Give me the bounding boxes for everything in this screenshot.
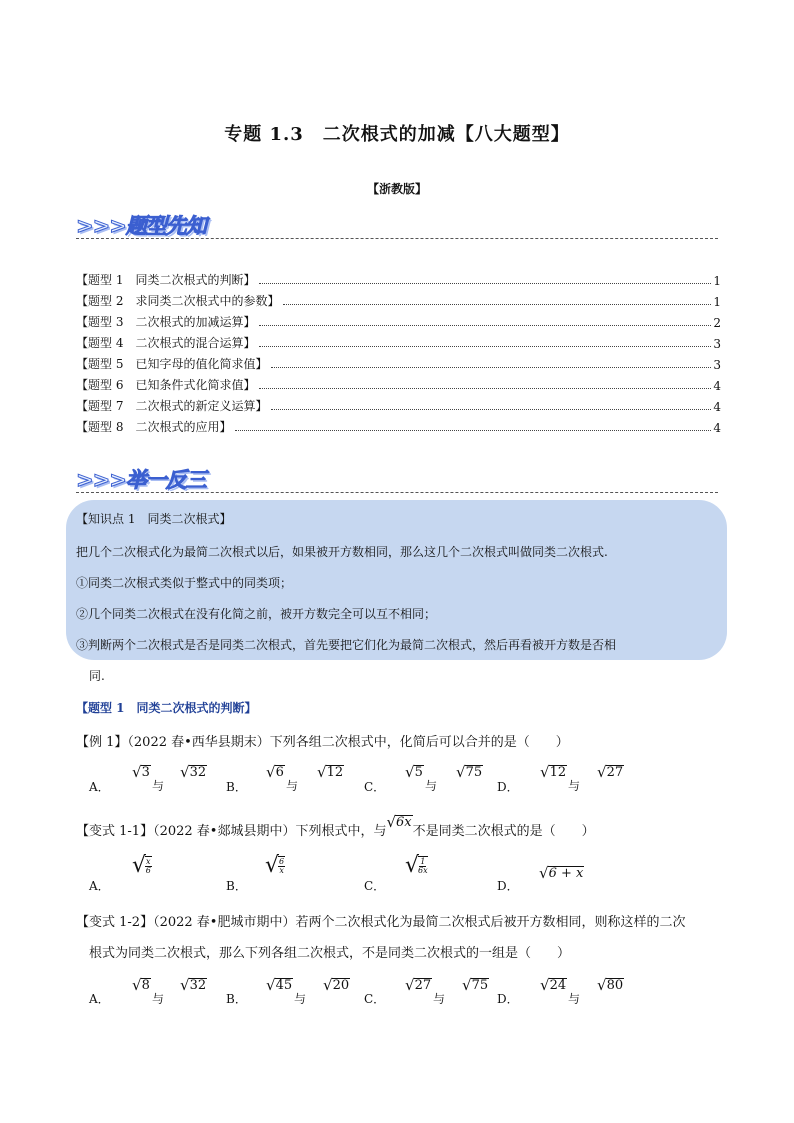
radical: √ 8 <box>132 976 150 994</box>
toc-item[interactable]: 【题型 3 二次根式的加减运算】 2 <box>76 315 721 330</box>
knowledge-heading: 【知识点 1 同类二次根式】 <box>76 512 232 526</box>
radical: √ 32 <box>180 976 207 994</box>
connector: 与 <box>425 779 438 793</box>
option-letter[interactable]: D． <box>497 879 519 893</box>
divider <box>76 238 718 239</box>
connector: 与 <box>152 779 165 793</box>
preview-banner: >>>题型先知 <box>76 214 206 238</box>
option-letter[interactable]: C． <box>364 780 386 794</box>
practice-banner: >>>举一反三 <box>76 468 206 492</box>
variant-1-2-stem: 【变式 1-2】（2022 春•肥城市期中）若两个二次根式化为最简二次根式后被开方数相同，则称这样的二次 <box>76 915 686 930</box>
example-1-stem: 【例 1】（2022 春•西华县期末）下列各组二次根式中，化简后可以合并的是（ ） <box>76 735 569 750</box>
toc-item[interactable]: 【题型 4 二次根式的混合运算】 3 <box>76 336 721 351</box>
variant-1-2-stem-continued: 根式为同类二次根式，那么下列各组二次根式，不是同类二次根式的一组是（ ） <box>89 946 571 961</box>
radical-fraction: √ $\frac{x}{6}$ <box>132 853 151 878</box>
radical: √ 20 <box>323 976 350 994</box>
connector: 与 <box>433 992 446 1006</box>
radical: √ 27 <box>405 976 432 994</box>
radical: √ 12 <box>540 763 567 781</box>
connector: 与 <box>568 779 581 793</box>
knowledge-point: ②几个同类二次根式在没有化简之前，被开方数完全可以互不相同； <box>76 607 437 621</box>
edition-label: 【浙教版】 <box>366 182 427 196</box>
option-letter[interactable]: D． <box>497 780 519 794</box>
toc-item[interactable]: 【题型 2 求同类二次根式中的参数】 1 <box>76 294 721 309</box>
radical: √ 80 <box>597 976 624 994</box>
radical-fraction: √ $\frac{1}{6x}$ <box>405 853 428 878</box>
radical: √ 24 <box>540 976 567 994</box>
radical: √ 3 <box>132 763 150 781</box>
connector: 与 <box>568 992 581 1006</box>
toc-item[interactable]: 【题型 1 同类二次根式的判断】 1 <box>76 273 721 288</box>
divider <box>76 492 718 493</box>
radical-fraction: √ $\frac{6}{x}$ <box>265 853 285 878</box>
option-letter[interactable]: B． <box>226 992 247 1006</box>
option-letter[interactable]: D． <box>497 992 519 1006</box>
knowledge-point: ①同类二次根式类似于整式中的同类项； <box>76 576 293 590</box>
radical: √ 75 <box>456 763 483 781</box>
knowledge-point: ③判断两个二次根式是否是同类二次根式，首先要把它们化为最简二次根式，然后再看被开方数是否相 <box>76 638 617 652</box>
radical: √ 32 <box>180 763 207 781</box>
radical: √ 12 <box>317 763 344 781</box>
toc-item[interactable]: 【题型 6 已知条件式化简求值】 4 <box>76 378 721 393</box>
toc-item[interactable]: 【题型 5 已知字母的值化简求值】 3 <box>76 357 721 372</box>
radical: √ 75 <box>462 976 489 994</box>
option-letter[interactable]: C． <box>364 879 386 893</box>
radical: √ 45 <box>266 976 293 994</box>
radical: √ 5 <box>405 763 423 781</box>
variant-1-1-stem: 【变式 1-1】（2022 春•郯城县期中）下列根式中，与 √ 6x 不是同类二次根式的是（ ） <box>76 813 595 839</box>
option-letter[interactable]: A． <box>89 992 110 1006</box>
radical: √ 6 + x <box>539 864 584 882</box>
radical: √ 6 <box>266 763 284 781</box>
knowledge-point-continued: 同. <box>89 669 105 683</box>
connector: 与 <box>152 992 165 1006</box>
toc-item[interactable]: 【题型 7 二次根式的新定义运算】 4 <box>76 399 721 414</box>
option-letter[interactable]: B． <box>226 780 247 794</box>
section-heading: 【题型 1 同类二次根式的判断】 <box>76 701 257 715</box>
option-letter[interactable]: C． <box>364 992 386 1006</box>
toc-item[interactable]: 【题型 8 二次根式的应用】 4 <box>76 420 721 435</box>
option-letter[interactable]: A． <box>89 879 110 893</box>
radical: √ 27 <box>597 763 624 781</box>
option-letter[interactable]: A． <box>89 780 110 794</box>
connector: 与 <box>286 779 299 793</box>
page-title: 专题 1.3 二次根式的加减【八大题型】 <box>224 124 570 145</box>
connector: 与 <box>294 992 307 1006</box>
option-letter[interactable]: B． <box>226 879 247 893</box>
knowledge-definition: 把几个二次根式化为最简二次根式以后，如果被开方数相同，那么这几个二次根式叫做同类二次根式. <box>76 545 608 559</box>
